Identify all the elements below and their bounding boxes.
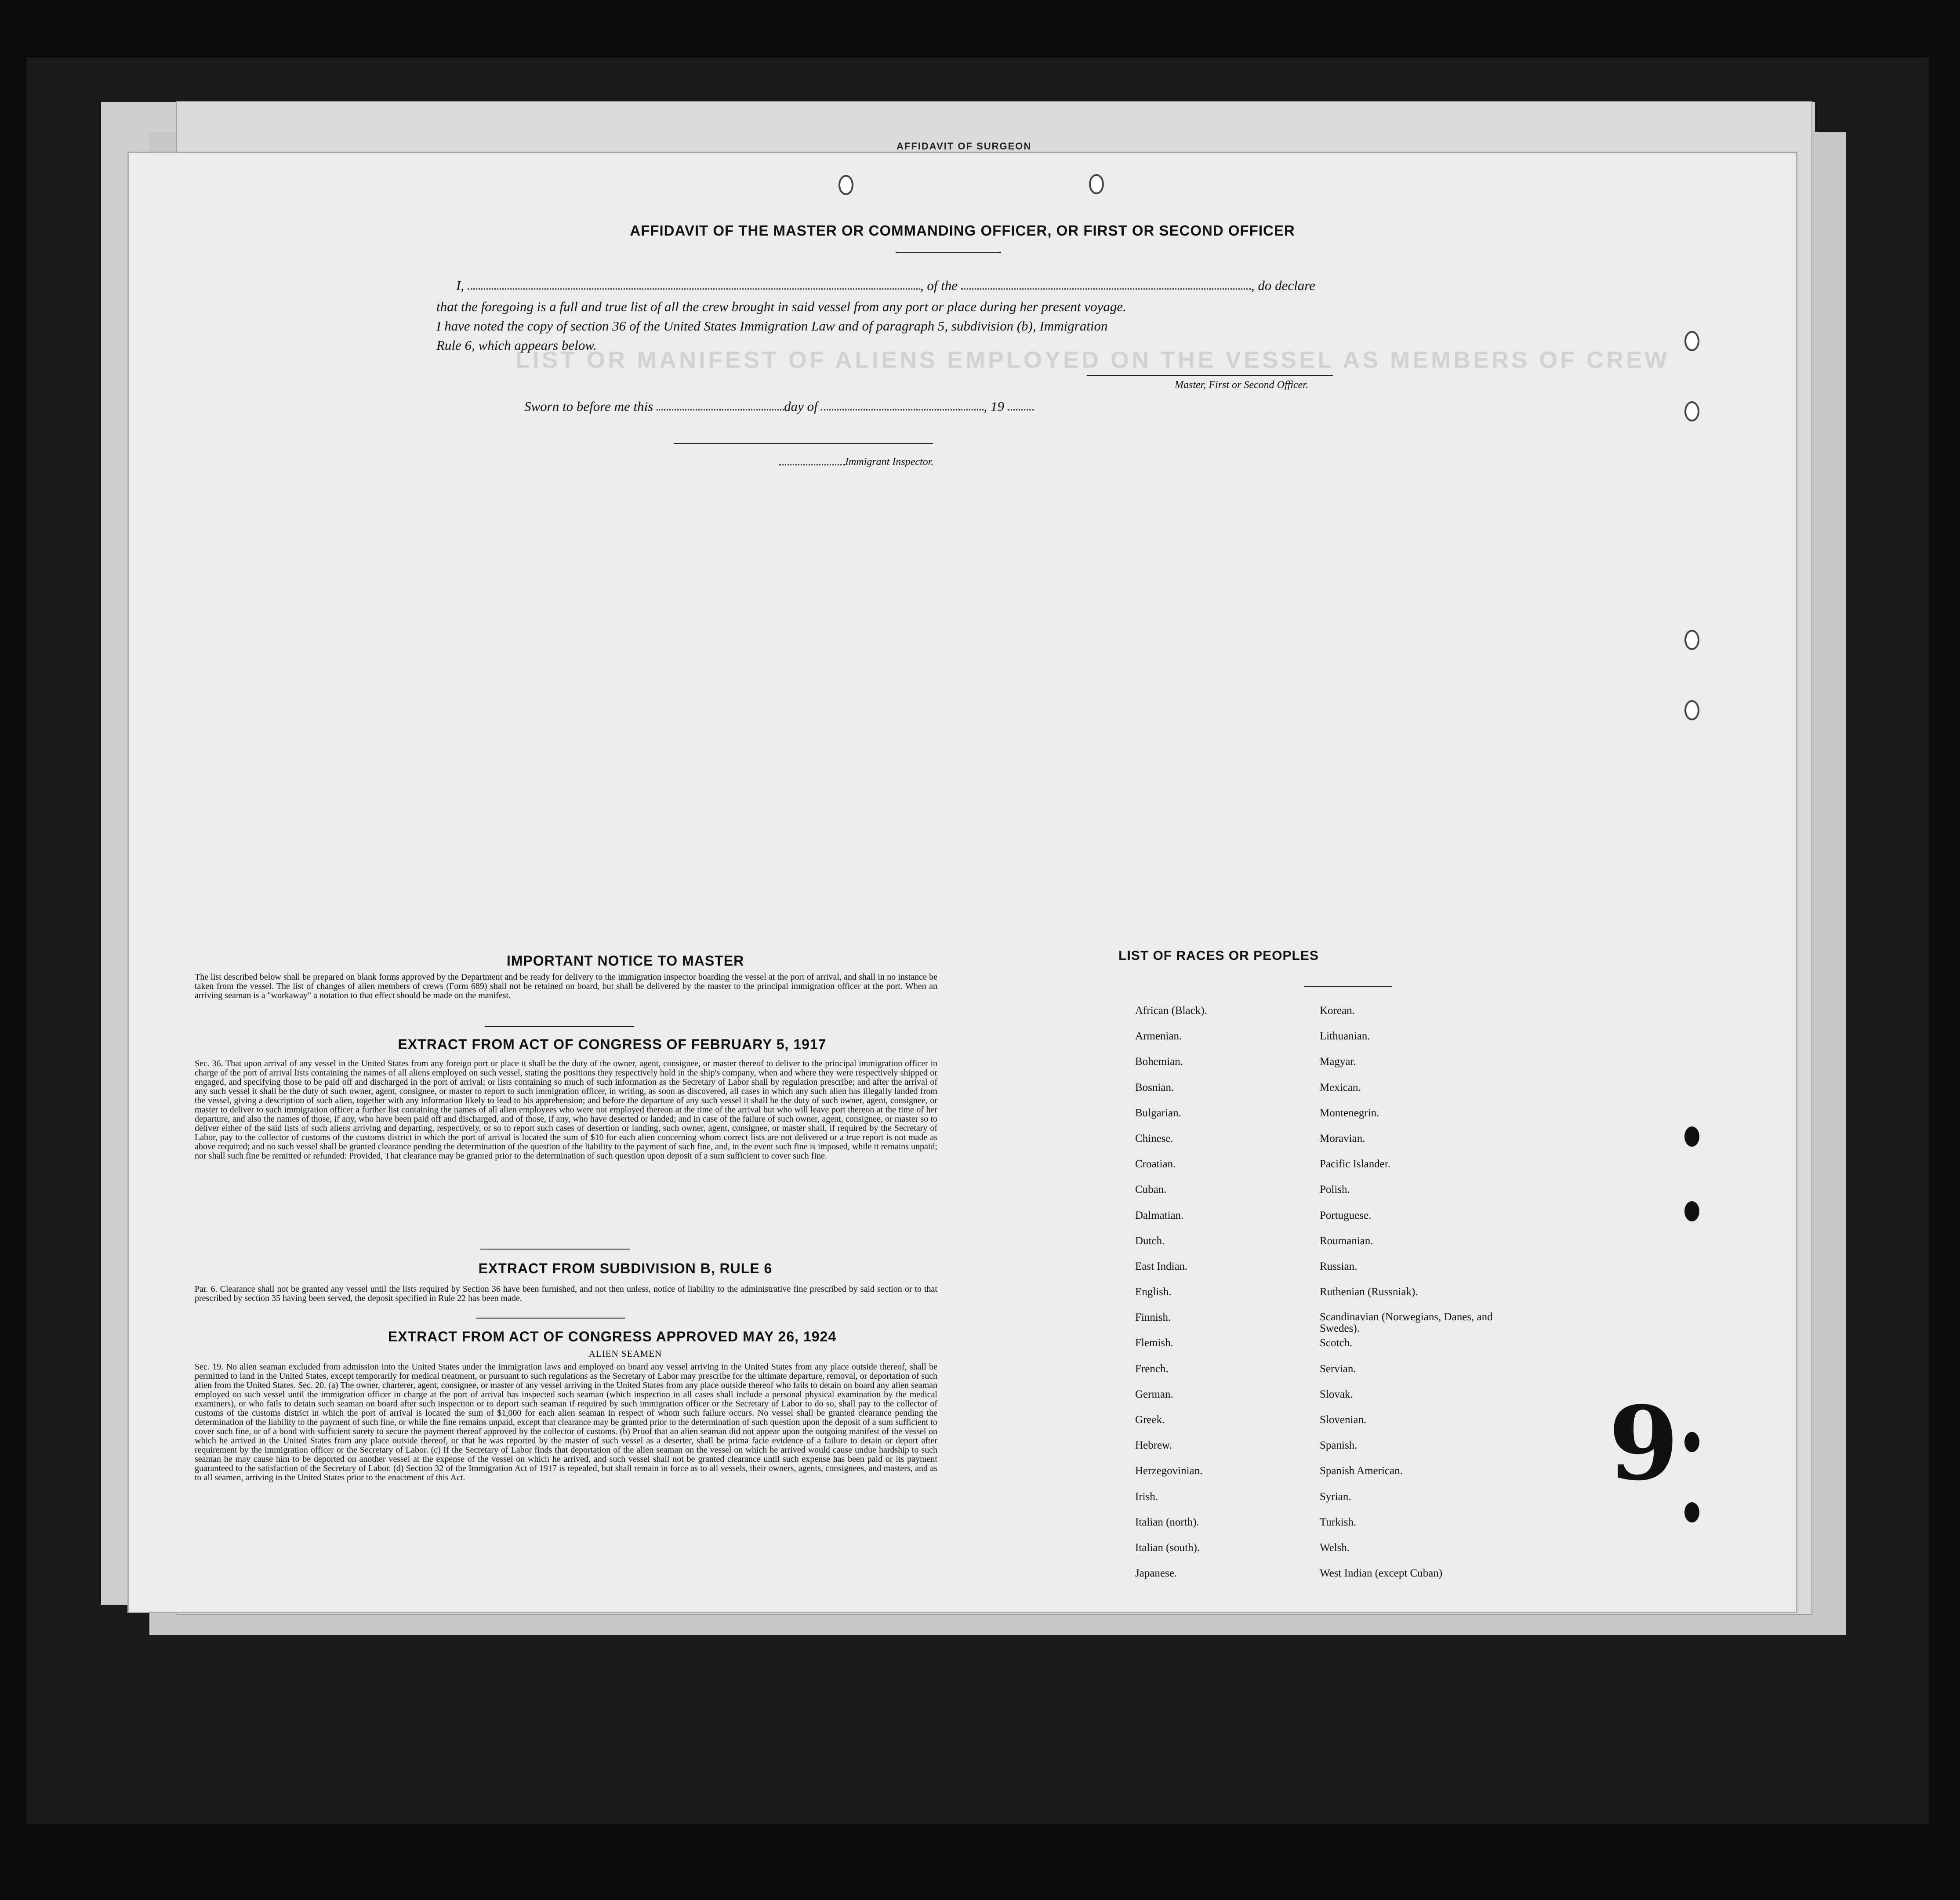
- race-item: French.: [1135, 1362, 1169, 1375]
- race-item: Finnish.: [1135, 1311, 1171, 1324]
- race-item: Moravian.: [1320, 1132, 1365, 1144]
- race-item: Mexican.: [1320, 1081, 1361, 1093]
- race-item: Italian (south).: [1135, 1541, 1200, 1554]
- extract-1924-title: EXTRACT FROM ACT OF CONGRESS APPROVED MAY 26, 1924: [388, 1329, 837, 1344]
- race-item: Scotch.: [1320, 1337, 1353, 1349]
- extract-1917-body: Sec. 36. That upon arrival of any vessel in the United States from any foreign port or place it shall be the duty of the owner, agent, consignee, or master thereof to deliver to the principal immigration officer in charge of the port of arrival lists containing the names of all aliens employed on such vessel, stating the positions they respectively hold in the ship's company, when and where they were respectively shipped or engaged, and specifying those to be paid off and discharged in the port of arrival; or lists containing so much of such information as the Secretary of Labor shall by regulation prescribe; and after the arrival of any such vessel it shall be the duty of such owner, agent, consignee, or master to report to such immigration officer, in writing, as soon as discovered, all cases in which any such alien has illegally landed from the vessel, giving a description of such alien, together with any information likely to lead to his apprehension; and before the departure of any such vessel it shall be the duty of such owner, agent, consignee, or master to deliver to such immigration officer a further list containing the names of all alien employees who were not employed thereon at the time of the arrival but who will leave port thereon at the time of her departure, and also the names of those, if any, who have been paid off and discharged, and of those, if any, who have deserted or landed; and in case of the failure of such owner, agent, consignee, or master so to deliver either of the said lists of such aliens arriving and departing, respectively, or so to report such cases of desertion or landing, such owner, agent, consignee, or master shall, if required by the Secretary of Labor, pay to the collector of customs of the customs district in which the port of arrival is located the sum of $10 for each alien concerning whom correct lists are not delivered or a true report is not made as above required; and no such vessel shall be granted clearance pending the determination of the question of the liability to the payment of such fine, and, in the event such fine is imposed, while it remains unpaid; nor shall such fine be remitted or refunded: Provided, That clearance may be granted prior to the determination of such question upon deposit of a sum sufficient to cover such fine.: [195, 1059, 937, 1161]
- sworn-prefix: Sworn to before me this: [524, 399, 653, 414]
- race-item: Slovak.: [1320, 1388, 1353, 1400]
- race-item: Lithuanian.: [1320, 1030, 1370, 1043]
- master-signature-line[interactable]: [1087, 375, 1333, 376]
- left-margin-stub: [70, 110, 132, 1604]
- race-item: East Indian.: [1135, 1260, 1188, 1272]
- punch-hole: [1684, 1201, 1699, 1221]
- race-item: German.: [1135, 1388, 1173, 1400]
- race-item: Armenian.: [1135, 1030, 1182, 1043]
- race-item: Flemish.: [1135, 1337, 1173, 1349]
- race-item: African (Black).: [1135, 1005, 1207, 1017]
- punch-hole: [1684, 1502, 1699, 1522]
- divider: [480, 1249, 630, 1250]
- race-item: Polish.: [1320, 1184, 1350, 1196]
- punch-hole: [1684, 630, 1699, 650]
- sworn-year: , 19: [984, 399, 1004, 414]
- affidavit-line1-mid: , of the: [920, 278, 958, 293]
- affidavit-line-2: that the foregoing is a full and true list of all the crew brought in said vessel from any port or place during her present voyage.: [436, 299, 1126, 314]
- day-blank[interactable]: [657, 405, 784, 411]
- race-item: Irish.: [1135, 1490, 1158, 1503]
- race-item: Cuban.: [1135, 1184, 1167, 1196]
- affidavit-line-1: [456, 276, 1485, 295]
- race-item: Dutch.: [1135, 1235, 1165, 1247]
- race-item: Welsh.: [1320, 1541, 1350, 1554]
- race-item: Greek.: [1135, 1414, 1165, 1426]
- race-item: Syrian.: [1320, 1490, 1351, 1503]
- divider: [1304, 986, 1392, 987]
- notice-body: The list described below shall be prepared on blank forms approved by the Department and be ready for delivery to the immigration inspector boarding the vessel at the port of arrival, and shall in no instance be taken from the vessel. The list of changes of alien members of crews (Form 689) shall not be retained on board, but shall be delivered by the master to the principal immigration officer at the port. When an arriving seaman is a "workaway" a notation to that effect should be made on the manifest.: [195, 972, 937, 1000]
- race-item: English.: [1135, 1286, 1172, 1298]
- punch-hole: [1684, 401, 1699, 421]
- document-sheet: [127, 152, 1797, 1613]
- affidavit-line1-prefix: I,: [456, 278, 465, 293]
- sworn-mid: day of: [784, 399, 818, 414]
- affidavit-title: AFFIDAVIT OF THE MASTER OR COMMANDING OFFICER, OR FIRST OR SECOND OFFICER: [630, 222, 1295, 239]
- divider: [476, 1318, 625, 1319]
- notice-title: IMPORTANT NOTICE TO MASTER: [506, 953, 744, 969]
- inspector-label: [779, 456, 933, 468]
- divider: [485, 1026, 634, 1027]
- race-item: Japanese.: [1135, 1567, 1177, 1580]
- race-item: Croatian.: [1135, 1158, 1176, 1170]
- show-through-heading: LIST OR MANIFEST OF ALIENS EMPLOYED ON THE VESSEL AS MEMBERS OF CREW: [515, 347, 1670, 373]
- race-item: Herzegovinian.: [1135, 1465, 1203, 1477]
- race-item: Servian.: [1320, 1362, 1356, 1375]
- punch-hole: [1089, 174, 1104, 194]
- rule6-title: EXTRACT FROM SUBDIVISION B, RULE 6: [478, 1261, 773, 1276]
- affidavit-line-3: I have noted the copy of section 36 of the United States Immigration Law and of paragraph 5, subdivision (b), Immigration: [436, 318, 1108, 334]
- affidavit-line-4: Rule 6, which appears below.: [436, 338, 597, 353]
- race-item: Chinese.: [1135, 1132, 1173, 1144]
- extract-1924-subtitle: ALIEN SEAMEN: [588, 1348, 662, 1359]
- punch-hole: [838, 175, 853, 195]
- extract-1917-title: EXTRACT FROM ACT OF CONGRESS OF FEBRUARY 5, 1917: [398, 1036, 827, 1052]
- race-item: Russian.: [1320, 1260, 1357, 1272]
- race-item: Montenegrin.: [1320, 1107, 1379, 1119]
- race-item: Spanish.: [1320, 1439, 1357, 1452]
- races-right-column: [1320, 1005, 1504, 1593]
- punch-hole: [1684, 331, 1699, 351]
- surgeon-affidavit-title: AFFIDAVIT OF SURGEON: [897, 141, 1032, 152]
- race-item: Bosnian.: [1135, 1081, 1174, 1093]
- race-item: Roumanian.: [1320, 1235, 1373, 1247]
- race-item: Ruthenian (Russniak).: [1320, 1286, 1418, 1298]
- race-item: Turkish.: [1320, 1516, 1357, 1528]
- race-item: Hebrew.: [1135, 1439, 1172, 1452]
- race-item: Dalmatian.: [1135, 1209, 1184, 1221]
- master-signature-label: Master, First or Second Officer.: [1175, 379, 1308, 391]
- extract-1924-body: Sec. 19. No alien seaman excluded from admission into the United States under the immigration laws and employed on board any vessel arriving in the United States from any place outside thereof, shall be permitted to land in the United States, except temporarily for medical treatment, or pursuant to such regulations as the Secretary of Labor may prescribe for the ultimate departure, removal, or deportation of such alien from the United States. Sec. 20. (a) The owner, charterer, agent, consignee, or master of any vessel arriving in the United States from any place outside thereof who fails to detain on board any alien seaman employed on such vessel until the immigration officer in charge at the port of arrival has inspected such seaman (which inspection in all cases shall include a personal physical examination by the medical examiners), or who fails to detain such seaman on board after such inspection or to deport such seaman if required by such immigration officer or the Secretary of Labor to do so, shall pay to the collector of customs of the customs district in which the port of arrival is located the sum of $1,000 for each alien seaman in respect of whom such failure occurs. No vessel shall be granted clearance pending the determination of the liability to the payment of such fine, or while the fine remains unpaid, except that clearance may be granted prior to the determination of such question upon the deposit of a sum sufficient to cover such fine, or of a bond with sufficient surety to secure the payment thereof approved by the collector of customs. (b) Proof that an alien seaman did not appear upon the outgoing manifest of the vessel on which he arrived in the United States from any place outside thereof, or that he was reported by the master of such vessel as a deserter, shall be prima facie evidence of a failure to detain or deport after requirement by the immigration officer or the Secretary of Labor. (c) If the Secretary of Labor finds that deportation of the alien seaman on the vessel on which he arrived would cause undue hardship to such seaman he may cause him to be deported on another vessel at the expense of the vessel on which he arrived, and such vessel shall not be granted clearance until such expense has been paid or its payment guaranteed to the satisfaction of the Secretary of Labor. (d) Section 32 of the Immigration Act of 1917 is repealed, but shall remain in force as to all vessels, their owners, agents, consignees, and masters, and as to all seamen, arriving in the United States prior to the enactment of this Act.: [195, 1362, 937, 1482]
- vessel-blank[interactable]: [961, 284, 1251, 290]
- race-item: Bohemian.: [1135, 1056, 1183, 1068]
- races-left-column: [1135, 1005, 1311, 1593]
- race-item: Portuguese.: [1320, 1209, 1372, 1221]
- races-title: LIST OF RACES OR PEOPLES: [1118, 948, 1319, 963]
- inspector-blank[interactable]: [779, 460, 845, 465]
- race-item: Spanish American.: [1320, 1465, 1403, 1477]
- divider: [896, 252, 1001, 253]
- name-blank[interactable]: [468, 284, 920, 290]
- year-blank[interactable]: [1008, 405, 1034, 411]
- race-item: West Indian (except Cuban): [1320, 1567, 1443, 1580]
- race-item: Scandinavian (Norwegians, Danes, and Swedes).: [1320, 1311, 1493, 1335]
- inspector-label-text: Immigrant Inspector.: [845, 456, 934, 468]
- affidavit-line1-suffix: , do declare: [1251, 278, 1315, 293]
- inspector-signature-line[interactable]: [674, 443, 933, 444]
- sworn-line: [524, 397, 1271, 416]
- punch-hole: [1684, 1432, 1699, 1452]
- race-item: Korean.: [1320, 1005, 1355, 1017]
- handwritten-page-number: 9: [1608, 1384, 1679, 1503]
- race-item: Slovenian.: [1320, 1414, 1367, 1426]
- punch-hole: [1684, 1126, 1699, 1147]
- month-blank[interactable]: [821, 405, 984, 411]
- punch-hole: [1684, 700, 1699, 720]
- rule6-body: Par. 6. Clearance shall not be granted any vessel until the lists required by Section 36 have been furnished, and not then unless, notice of liability to the administrative fine prescribed by said section or to that prescribed by section 35 having been served, the deposit specified in Rule 22 has been made.: [195, 1284, 937, 1303]
- race-item: Bulgarian.: [1135, 1107, 1181, 1119]
- race-item: Pacific Islander.: [1320, 1158, 1391, 1170]
- race-item: Italian (north).: [1135, 1516, 1199, 1528]
- race-item: Magyar.: [1320, 1056, 1356, 1068]
